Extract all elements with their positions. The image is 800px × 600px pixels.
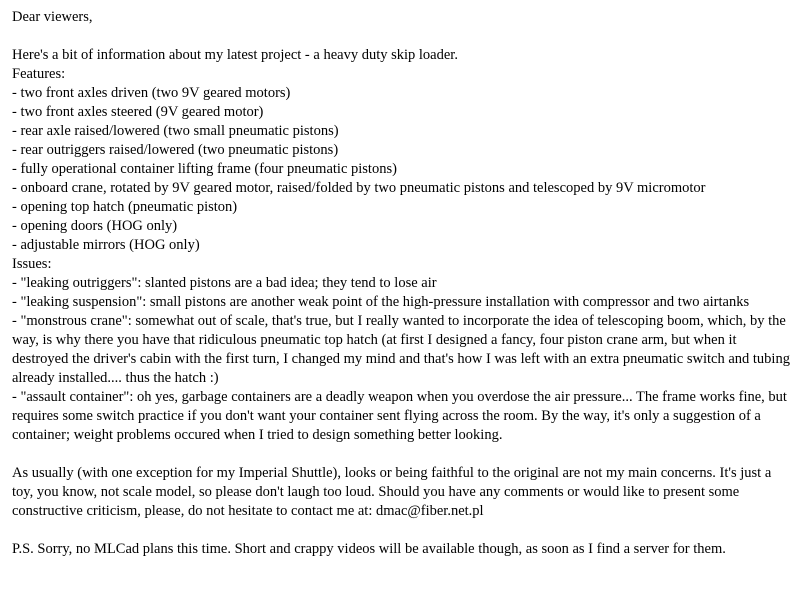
issue-item: - "leaking outriggers": slanted pistons are a bad idea; they tend to lose air	[12, 275, 437, 291]
spacer	[12, 27, 792, 46]
feature-item: - onboard crane, rotated by 9V geared motor, raised/folded by two pneumatic pistons and telescoped by 9V micromotor	[12, 180, 706, 196]
postscript: P.S. Sorry, no MLCad plans this time. Short and crappy videos will be available though, as soon as I find a server for them.	[12, 541, 726, 557]
greeting: Dear viewers,	[12, 9, 93, 25]
issue-item: - "leaking suspension": small pistons are another weak point of the high-pressure installation with compressor and two airtanks	[12, 294, 750, 310]
feature-item: - fully operational container lifting frame (four pneumatic pistons)	[12, 161, 397, 177]
issue-item: - "assault container": oh yes, garbage containers are a deadly weapon when you overdose the air pressure... The frame works fine, but requires some switch practice if you don't want your container sent flying across the room. By the way, it's only a suggestion of a container; weight problems occured when I tried to design something better looking.	[12, 389, 787, 443]
contact-email: dmac@fiber.net.pl	[376, 503, 484, 519]
closing-text: As usually (with one exception for my Imperial Shuttle), looks or being faithful to the original are not my main concerns. It's just a toy, you know, not scale model, so please don't laugh too loud. Should you have any comments or would like to present some constructive criticism, please, do not hesitate to contact me at:	[12, 465, 772, 519]
feature-item: - rear axle raised/lowered (two small pneumatic pistons)	[12, 123, 339, 139]
feature-item: - two front axles steered (9V geared motor)	[12, 104, 264, 120]
issues-heading: Issues:	[12, 256, 52, 272]
feature-item: - rear outriggers raised/lowered (two pneumatic pistons)	[12, 142, 339, 158]
intro-paragraph: Here's a bit of information about my latest project - a heavy duty skip loader.	[12, 47, 458, 63]
feature-item: - opening top hatch (pneumatic piston)	[12, 199, 238, 215]
spacer	[12, 521, 792, 540]
document-body	[12, 8, 792, 559]
feature-item: - adjustable mirrors (HOG only)	[12, 237, 200, 253]
issue-item: - "monstrous crane": somewhat out of scale, that's true, but I really wanted to incorporate the idea of telescoping boom, which, by the way, is why there you have that ridiculous pneumatic top hatch (at first I designed a fancy, four piston crane arm, but when it destroyed the driver's cabin with the first turn, I changed my mind and that's how I was left with an extra pneumatic switch and tubing already installed.... thus the hatch :)	[12, 313, 790, 386]
features-heading: Features:	[12, 66, 66, 82]
spacer	[12, 445, 792, 464]
feature-item: - opening doors (HOG only)	[12, 218, 178, 234]
feature-item: - two front axles driven (two 9V geared motors)	[12, 85, 291, 101]
closing-paragraph	[12, 464, 792, 521]
